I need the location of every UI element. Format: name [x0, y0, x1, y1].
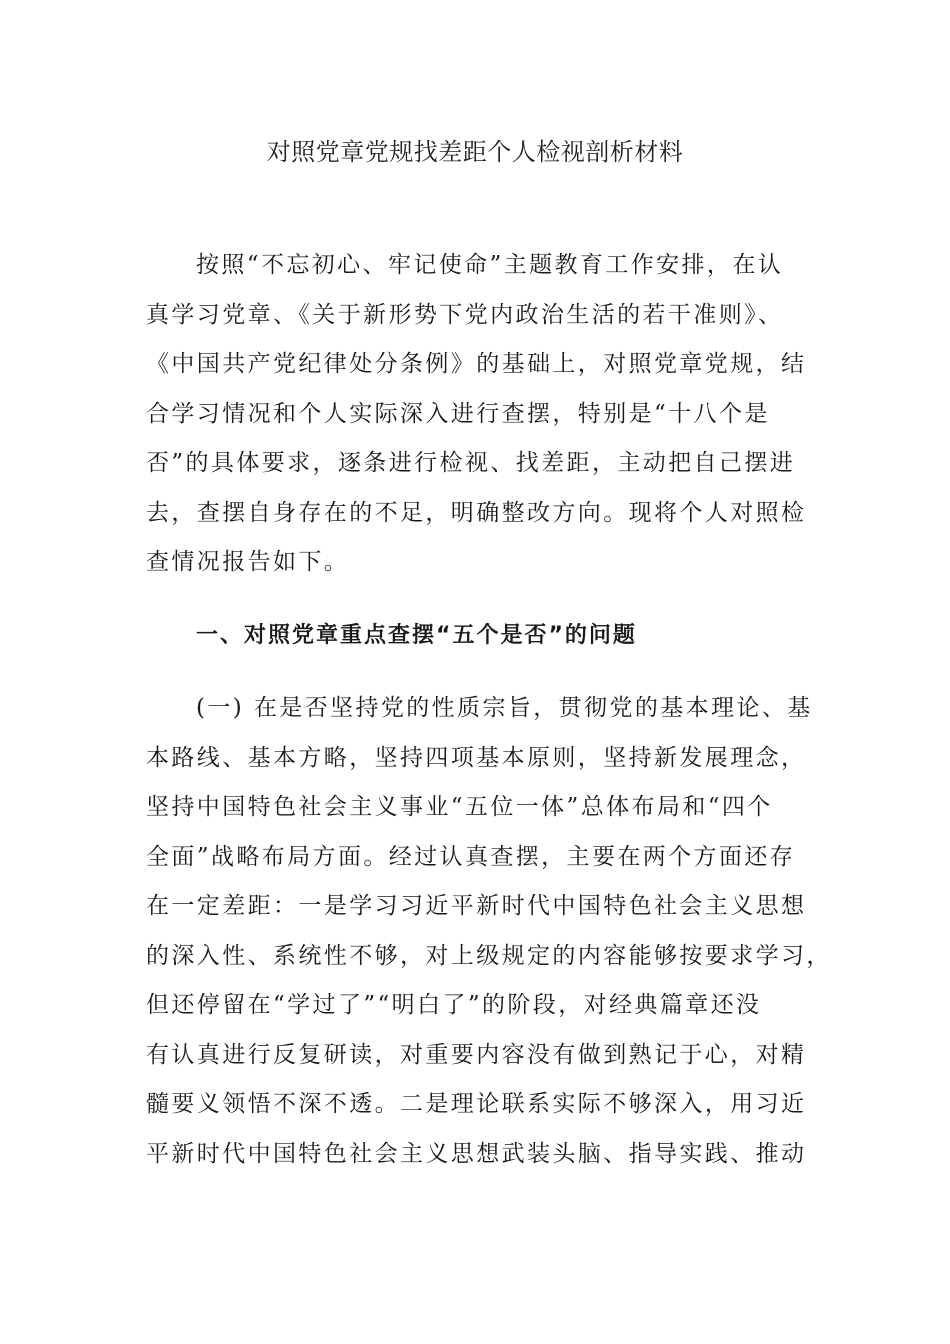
- paragraph-line: 合学习情况和个人实际深入进行查摆，特别是“十八个是: [146, 400, 770, 427]
- paragraph-line: 但还停留在“学过了”“明白了”的阶段，对经典篇章还没: [146, 992, 762, 1018]
- intro-paragraph: [146, 241, 807, 588]
- paragraph-line: 真学习党章、《关于新形势下党内政治生活的若干准则》、: [146, 301, 784, 328]
- paragraph-line: 有认真进行反复研读，对重要内容没有做到熟记于心，对精: [146, 1041, 807, 1068]
- paragraph-line: 去，查摆自身存在的不足，明确整改方向。现将个人对照检: [146, 499, 807, 526]
- paragraph-line: 髓要义领悟不深不透。二是理论联系实际不够深入，用习近: [146, 1091, 807, 1117]
- paragraph-line: 否”的具体要求，逐条进行检视、找差距，主动把自己摆进: [146, 450, 796, 476]
- paragraph-line: 坚持中国特色社会主义事业“五位一体”总体布局和“四个: [146, 794, 773, 820]
- paragraph-line: 查情况报告如下。: [146, 549, 350, 575]
- document-title: 对照党章党规找差距个人检视剖析材料: [266, 138, 684, 166]
- paragraph-line: 按照“不忘初心、牢记使命”主题教育工作安排，在认: [196, 252, 784, 278]
- paragraph-line: 全面”战略布局方面。经过认真查摆，主要在两个方面还存: [146, 843, 796, 870]
- paragraph-line: 在一定差距：一是学习习近平新时代中国特色社会主义思想: [146, 893, 807, 919]
- paragraph-line: 本路线、基本方略，坚持四项基本原则，坚持新发展理念，: [146, 744, 807, 771]
- section-heading: 一、对照党章重点查摆“五个是否”的问题: [196, 623, 637, 648]
- paragraph-line: 平新时代中国特色社会主义思想武装头脑、指导实践、推动: [146, 1140, 807, 1167]
- section-paragraph: [146, 684, 832, 1179]
- paragraph-line: (一) 在是否坚持党的性质宗旨，贯彻党的基本理论、基: [196, 695, 813, 721]
- paragraph-line: 的深入性、系统性不够，对上级规定的内容能够按要求学习，: [146, 942, 832, 969]
- paragraph-line: 《中国共产党纪律处分条例》的基础上，对照党章党规，结: [146, 351, 807, 377]
